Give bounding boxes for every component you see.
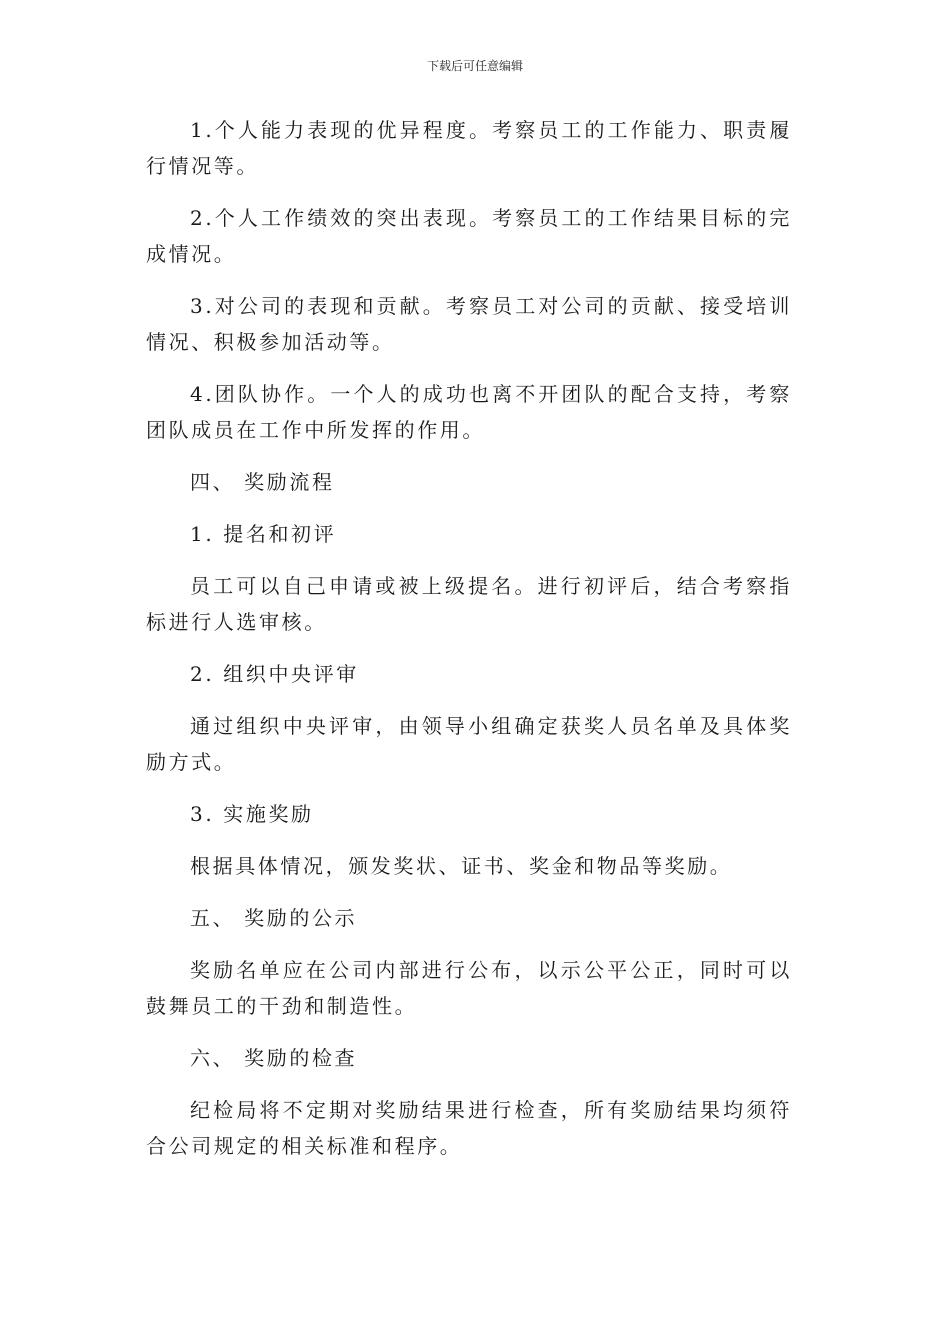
- section-text-publicity: 奖励名单应在公司内部进行公布，以示公平公正，同时可以鼓舞员工的干劲和制造性。: [146, 958, 792, 1018]
- section-heading-award-process: 四、 奖励流程: [190, 470, 335, 494]
- section-heading-inspection: 六、 奖励的检查: [190, 1046, 358, 1070]
- criterion-teamwork: 4.团队协作。一个人的成功也离不开团队的配合支持，考察团队成员在工作中所发挥的作用。: [146, 382, 792, 442]
- step-text-central-review: 通过组织中央评审，由领导小组确定获奖人员名单及具体奖励方式。: [146, 714, 792, 774]
- criterion-company-contribution: 3.对公司的表现和贡献。考察员工对公司的贡献、接受培训情况、积极参加活动等。: [146, 294, 792, 354]
- step-text-nomination: 员工可以自己申请或被上级提名。进行初评后，结合考察指标进行人选审核。: [146, 574, 792, 634]
- section-text-inspection: 纪检局将不定期对奖励结果进行检查，所有奖励结果均须符合公司规定的相关标准和程序。: [146, 1098, 792, 1158]
- section-heading-publicity: 五、 奖励的公示: [190, 906, 358, 930]
- step-heading-central-review: 2. 组织中央评审: [190, 662, 359, 686]
- criterion-personal-ability: 1.个人能力表现的优异程度。考察员工的工作能力、职责履行情况等。: [146, 118, 792, 178]
- document-body: [146, 112, 792, 1180]
- criterion-work-performance: 2.个人工作绩效的突出表现。考察员工的工作结果目标的完成情况。: [146, 206, 792, 266]
- step-heading-implementation: 3. 实施奖励: [190, 802, 314, 826]
- step-text-implementation: 根据具体情况，颁发奖状、证书、奖金和物品等奖励。: [190, 854, 733, 878]
- step-heading-nomination: 1. 提名和初评: [190, 522, 337, 546]
- header-note: 下载后可任意编辑: [426, 59, 523, 73]
